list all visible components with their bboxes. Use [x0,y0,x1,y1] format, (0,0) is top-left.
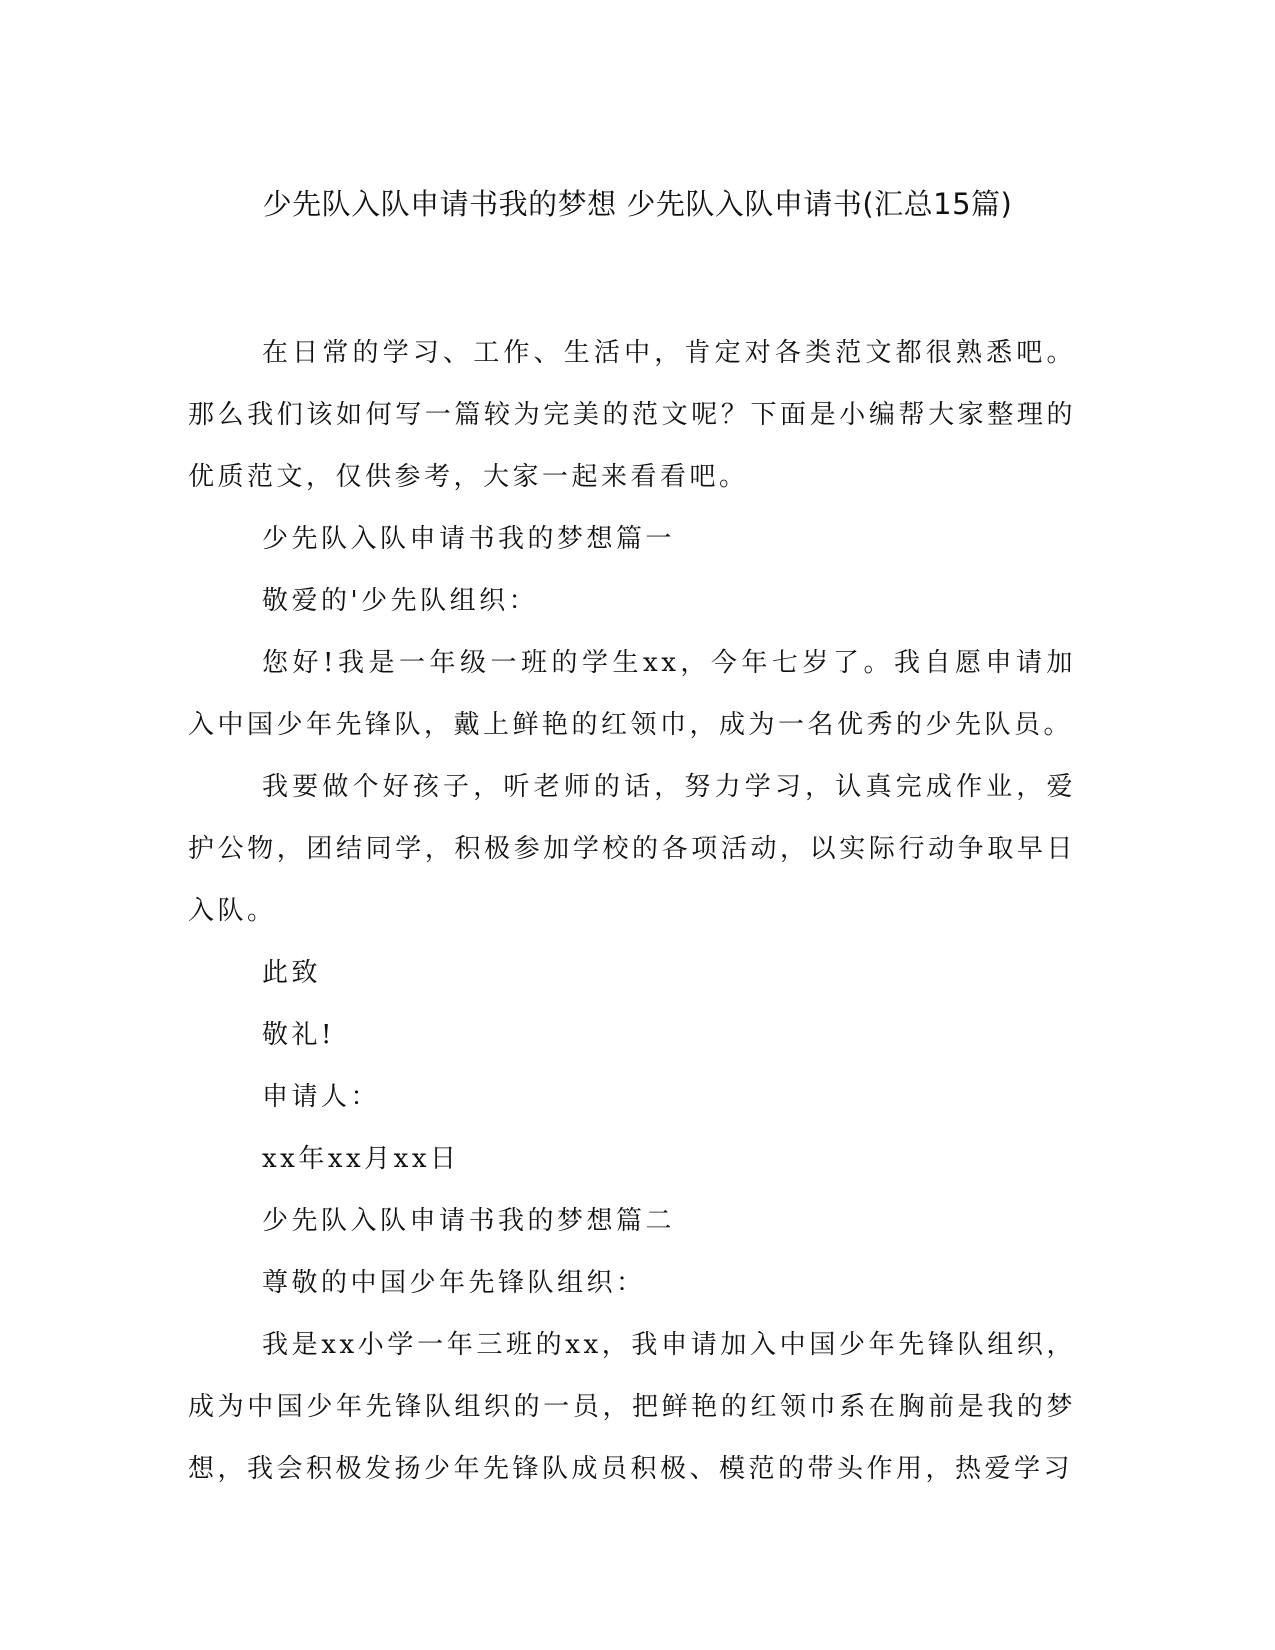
document-title: 少先队入队申请书我的梦想 少先队入队申请书(汇总15篇) [262,187,1013,221]
section-heading-2: 少先队入队申请书我的梦想篇二 [262,1206,676,1236]
body-paragraph: 我要做个好孩子，听老师的话，努力学习，认真完成作业，爱护公物，团结同学，积极参加学校的各项活动，以实际行动争取早日入队。 [188,772,1076,926]
closing-line: 此致 [262,958,322,988]
salutation-2: 尊敬的中国少年先锋队组织： [262,1268,646,1298]
closing-regards: 敬礼! [262,1020,335,1050]
section-heading-1: 少先队入队申请书我的梦想篇一 [262,524,676,554]
applicant-label: 申请人： [262,1082,381,1112]
document-body [188,322,1076,1500]
intro-paragraph: 在日常的学习、工作、生活中，肯定对各类范文都很熟悉吧。那么我们该如何写一篇较为完美的范文呢？下面是小编帮大家整理的优质范文，仅供参考，大家一起来看看吧。 [188,338,1076,492]
salutation-1: 敬爱的'少先队组织： [262,586,539,616]
body-paragraph: 您好!我是一年级一班的学生xx，今年七岁了。我自愿申请加入中国少年先锋队，戴上鲜艳的红领巾，成为一名优秀的少先队员。 [188,648,1076,740]
date-line: xx年xx月xx日 [262,1144,460,1174]
body-paragraph: 我是xx小学一年三班的xx，我申请加入中国少年先锋队组织，成为中国少年先锋队组织的一员，把鲜艳的红领巾系在胸前是我的梦想，我会积极发扬少年先锋队成员积极、模范的带头作用，热爱学习 [188,1330,1076,1484]
